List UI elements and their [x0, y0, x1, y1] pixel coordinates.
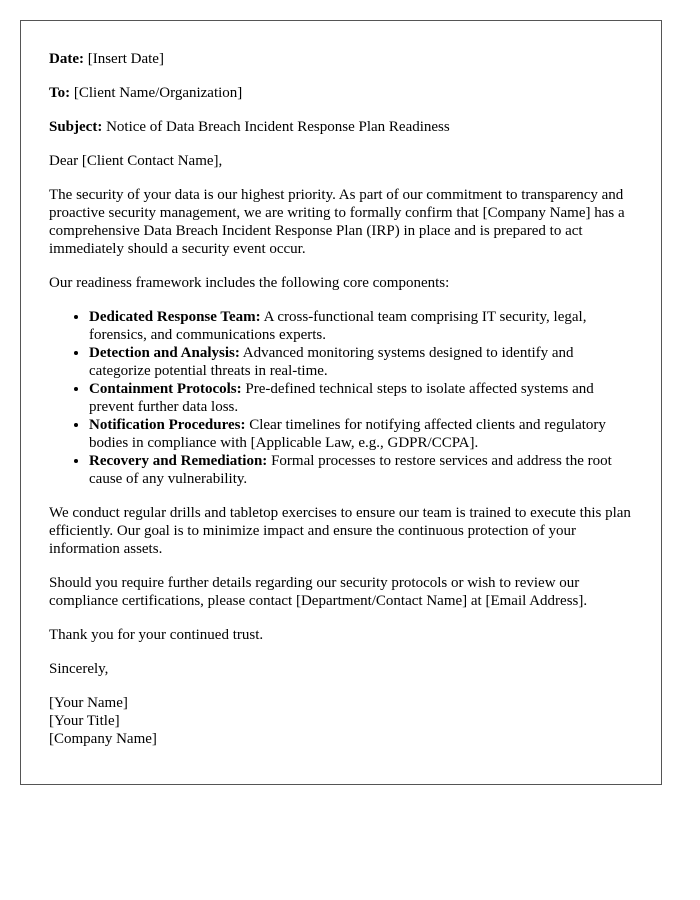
thanks-paragraph: Thank you for your continued trust.: [49, 627, 264, 643]
component-text: Advanced monitoring systems designed to identify and categorize potential threats in real-time.: [89, 345, 574, 379]
signature-name: [Your Name]: [49, 695, 128, 711]
component-text: Pre-defined technical steps to isolate affected systems and prevent further data loss.: [89, 381, 594, 415]
component-title: Dedicated Response Team:: [89, 309, 261, 325]
components-list: [49, 308, 633, 488]
component-title: Containment Protocols:: [89, 381, 242, 397]
component-text: Clear timelines for notifying affected clients and regulatory bodies in compliance with [Applicable Law, e.g., GDPR/CCPA].: [89, 417, 606, 451]
signature-block: [49, 694, 633, 748]
component-text: Formal processes to restore services and address the root cause of any vulnerability.: [89, 453, 612, 487]
to-label: To:: [49, 85, 71, 101]
to-line: [49, 84, 633, 102]
component-title: Detection and Analysis:: [89, 345, 240, 361]
signature-title: [Your Title]: [49, 713, 120, 729]
subject-line: [49, 118, 633, 136]
to-value: [Client Name/Organization]: [73, 85, 243, 101]
closing: Sincerely,: [49, 661, 109, 677]
component-text: A cross-functional team comprising IT security, legal, forensics, and communications experts.: [89, 309, 587, 343]
list-item: [89, 452, 633, 488]
intro-paragraph: The security of your data is our highest priority. As part of our commitment to transparency and proactive security management, we are writing to formally confirm that [Company Name] has a comprehensive Data Breach Incident Response Plan (IRP) in place and is prepared to act immediately should a security event occur.: [49, 187, 625, 257]
contact-paragraph: Should you require further details regarding our security protocols or wish to review our compliance certifications, please contact [Department/Contact Name] at [Email Address].: [49, 575, 588, 609]
framework-intro: Our readiness framework includes the following core components:: [49, 275, 450, 291]
date-line: [49, 50, 633, 68]
list-item: [89, 308, 633, 344]
signature-company: [Company Name]: [49, 731, 157, 747]
component-title: Recovery and Remediation:: [89, 453, 268, 469]
subject-value: Notice of Data Breach Incident Response Plan Readiness: [106, 119, 450, 135]
list-item: [89, 416, 633, 452]
salutation: Dear [Client Contact Name],: [49, 153, 223, 169]
date-value: [Insert Date]: [87, 51, 164, 67]
drills-paragraph: We conduct regular drills and tabletop exercises to ensure our team is trained to execute this plan efficiently. Our goal is to minimize impact and ensure the continuous protection of your information assets.: [49, 505, 631, 557]
list-item: [89, 380, 633, 416]
list-item: [89, 344, 633, 380]
date-label: Date:: [49, 51, 84, 67]
subject-label: Subject:: [49, 119, 103, 135]
component-title: Notification Procedures:: [89, 417, 246, 433]
letter-document: [20, 20, 662, 785]
